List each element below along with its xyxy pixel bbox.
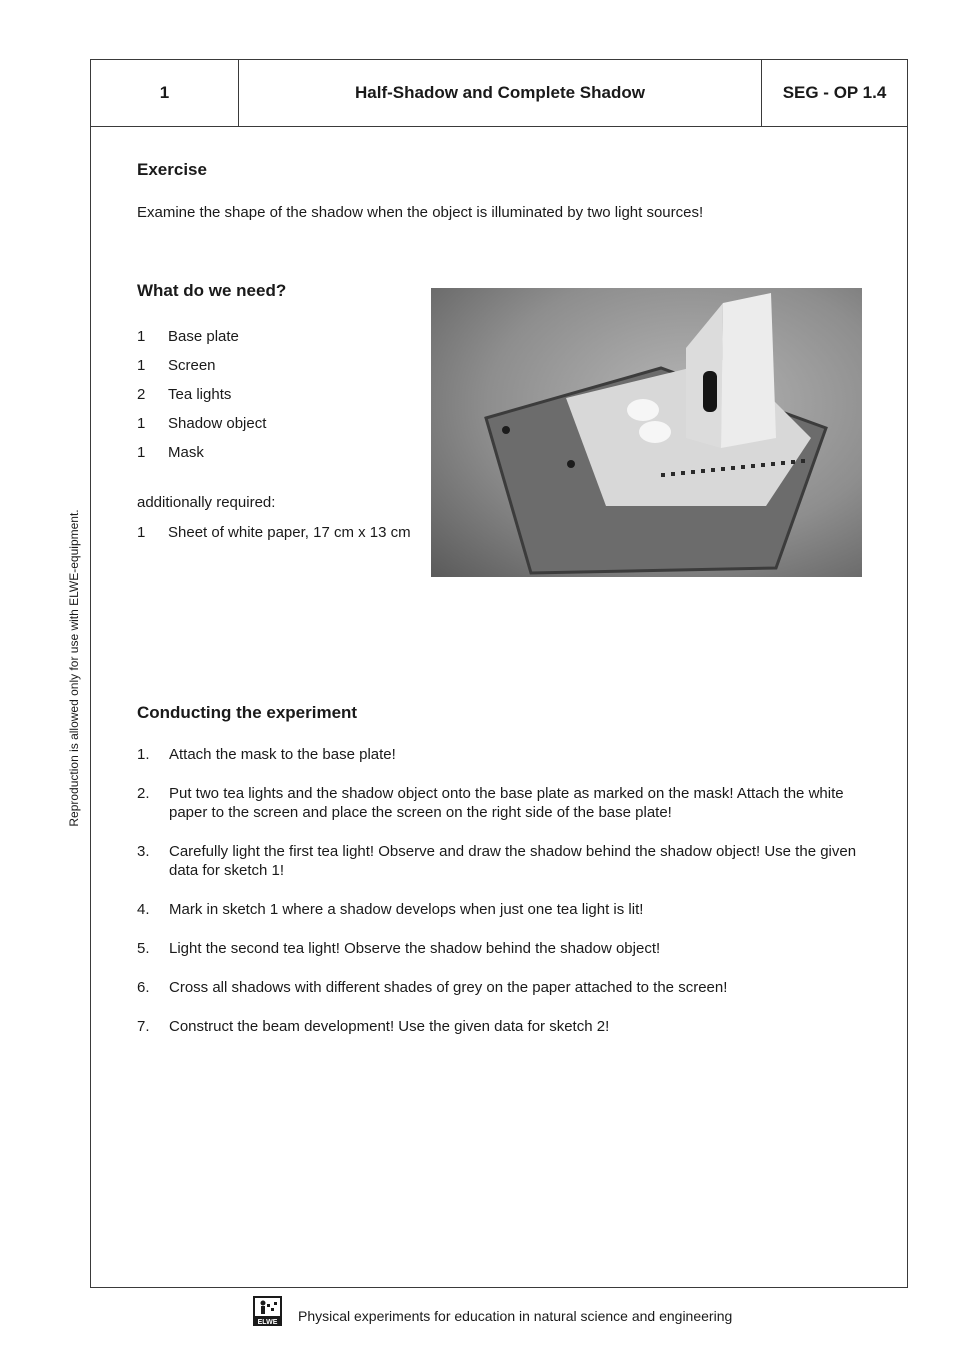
apparatus-illustration bbox=[431, 288, 862, 577]
worksheet-header bbox=[91, 60, 907, 127]
elwe-logo-icon bbox=[253, 1296, 282, 1326]
materials-list bbox=[137, 328, 266, 473]
item-quantity: 1 bbox=[137, 415, 146, 432]
step-text: Construct the beam development! Use the given data for sketch 2! bbox=[169, 1018, 610, 1035]
step-text: Light the second tea light! Observe the shadow behind the shadow object! bbox=[169, 940, 661, 957]
item-name: Tea lights bbox=[168, 386, 232, 403]
materials-heading: What do we need? bbox=[137, 281, 287, 300]
item-quantity: 1 bbox=[137, 524, 146, 541]
step-text: Carefully light the first tea light! Observe and draw the shadow behind the shadow object! Use the given data for sketch 1! bbox=[169, 843, 857, 879]
step-text: Put two tea lights and the shadow object onto the base plate as marked on the mask! Attach the white paper to the screen and place the screen on the right side of the base plate! bbox=[169, 785, 844, 821]
list-item bbox=[137, 357, 266, 386]
list-item bbox=[137, 444, 266, 473]
list-item bbox=[137, 386, 266, 415]
step-text: Mark in sketch 1 where a shadow develops when just one tea light is lit! bbox=[169, 901, 644, 918]
additional-heading: additionally required: bbox=[137, 494, 276, 511]
sheet-number: 1 bbox=[91, 60, 239, 126]
item-quantity: 1 bbox=[137, 444, 146, 461]
list-item bbox=[137, 1017, 865, 1036]
footer-tagline: Physical experiments for education in natural science and engineering bbox=[298, 1308, 733, 1324]
step-number: 6. bbox=[137, 979, 150, 996]
experiment-steps bbox=[137, 745, 865, 1056]
item-quantity: 2 bbox=[137, 386, 146, 403]
step-number: 3. bbox=[137, 843, 150, 860]
svg-text:ELWE: ELWE bbox=[257, 1319, 278, 1326]
step-number: 2. bbox=[137, 785, 150, 802]
list-item bbox=[137, 328, 266, 357]
experiment-code: SEG - OP 1.4 bbox=[782, 83, 887, 102]
list-item bbox=[137, 900, 865, 919]
exercise-text: Examine the shape of the shadow when the object is illuminated by two light sources! bbox=[137, 204, 704, 221]
worksheet-frame bbox=[90, 59, 908, 1288]
exercise-heading: Exercise bbox=[137, 160, 207, 179]
list-item bbox=[137, 842, 865, 880]
item-name: Screen bbox=[168, 357, 216, 374]
list-item bbox=[137, 415, 266, 444]
list-item bbox=[137, 939, 865, 958]
experiment-heading: Conducting the experiment bbox=[137, 703, 358, 722]
list-item bbox=[137, 745, 865, 764]
item-quantity: 1 bbox=[137, 357, 146, 374]
page-title: Half-Shadow and Complete Shadow bbox=[239, 60, 762, 126]
step-number: 5. bbox=[137, 940, 150, 957]
list-item bbox=[137, 784, 865, 822]
page-footer bbox=[253, 1296, 732, 1326]
additional-item bbox=[137, 523, 411, 542]
step-text: Attach the mask to the base plate! bbox=[169, 746, 396, 763]
item-name: Mask bbox=[168, 444, 204, 461]
step-number: 7. bbox=[137, 1018, 150, 1035]
step-number: 4. bbox=[137, 901, 150, 918]
item-name: Base plate bbox=[168, 328, 239, 345]
item-quantity: 1 bbox=[137, 328, 146, 345]
item-name: Shadow object bbox=[168, 415, 267, 432]
list-item bbox=[137, 978, 865, 997]
step-text: Cross all shadows with different shades of grey on the paper attached to the screen! bbox=[169, 979, 728, 996]
apparatus-photo bbox=[431, 288, 862, 577]
reproduction-notice-text: Reproduction is allowed only for use with ELWE-equipment. bbox=[67, 509, 81, 827]
item-name: Sheet of white paper, 17 cm x 13 cm bbox=[168, 524, 411, 541]
step-number: 1. bbox=[137, 746, 150, 763]
